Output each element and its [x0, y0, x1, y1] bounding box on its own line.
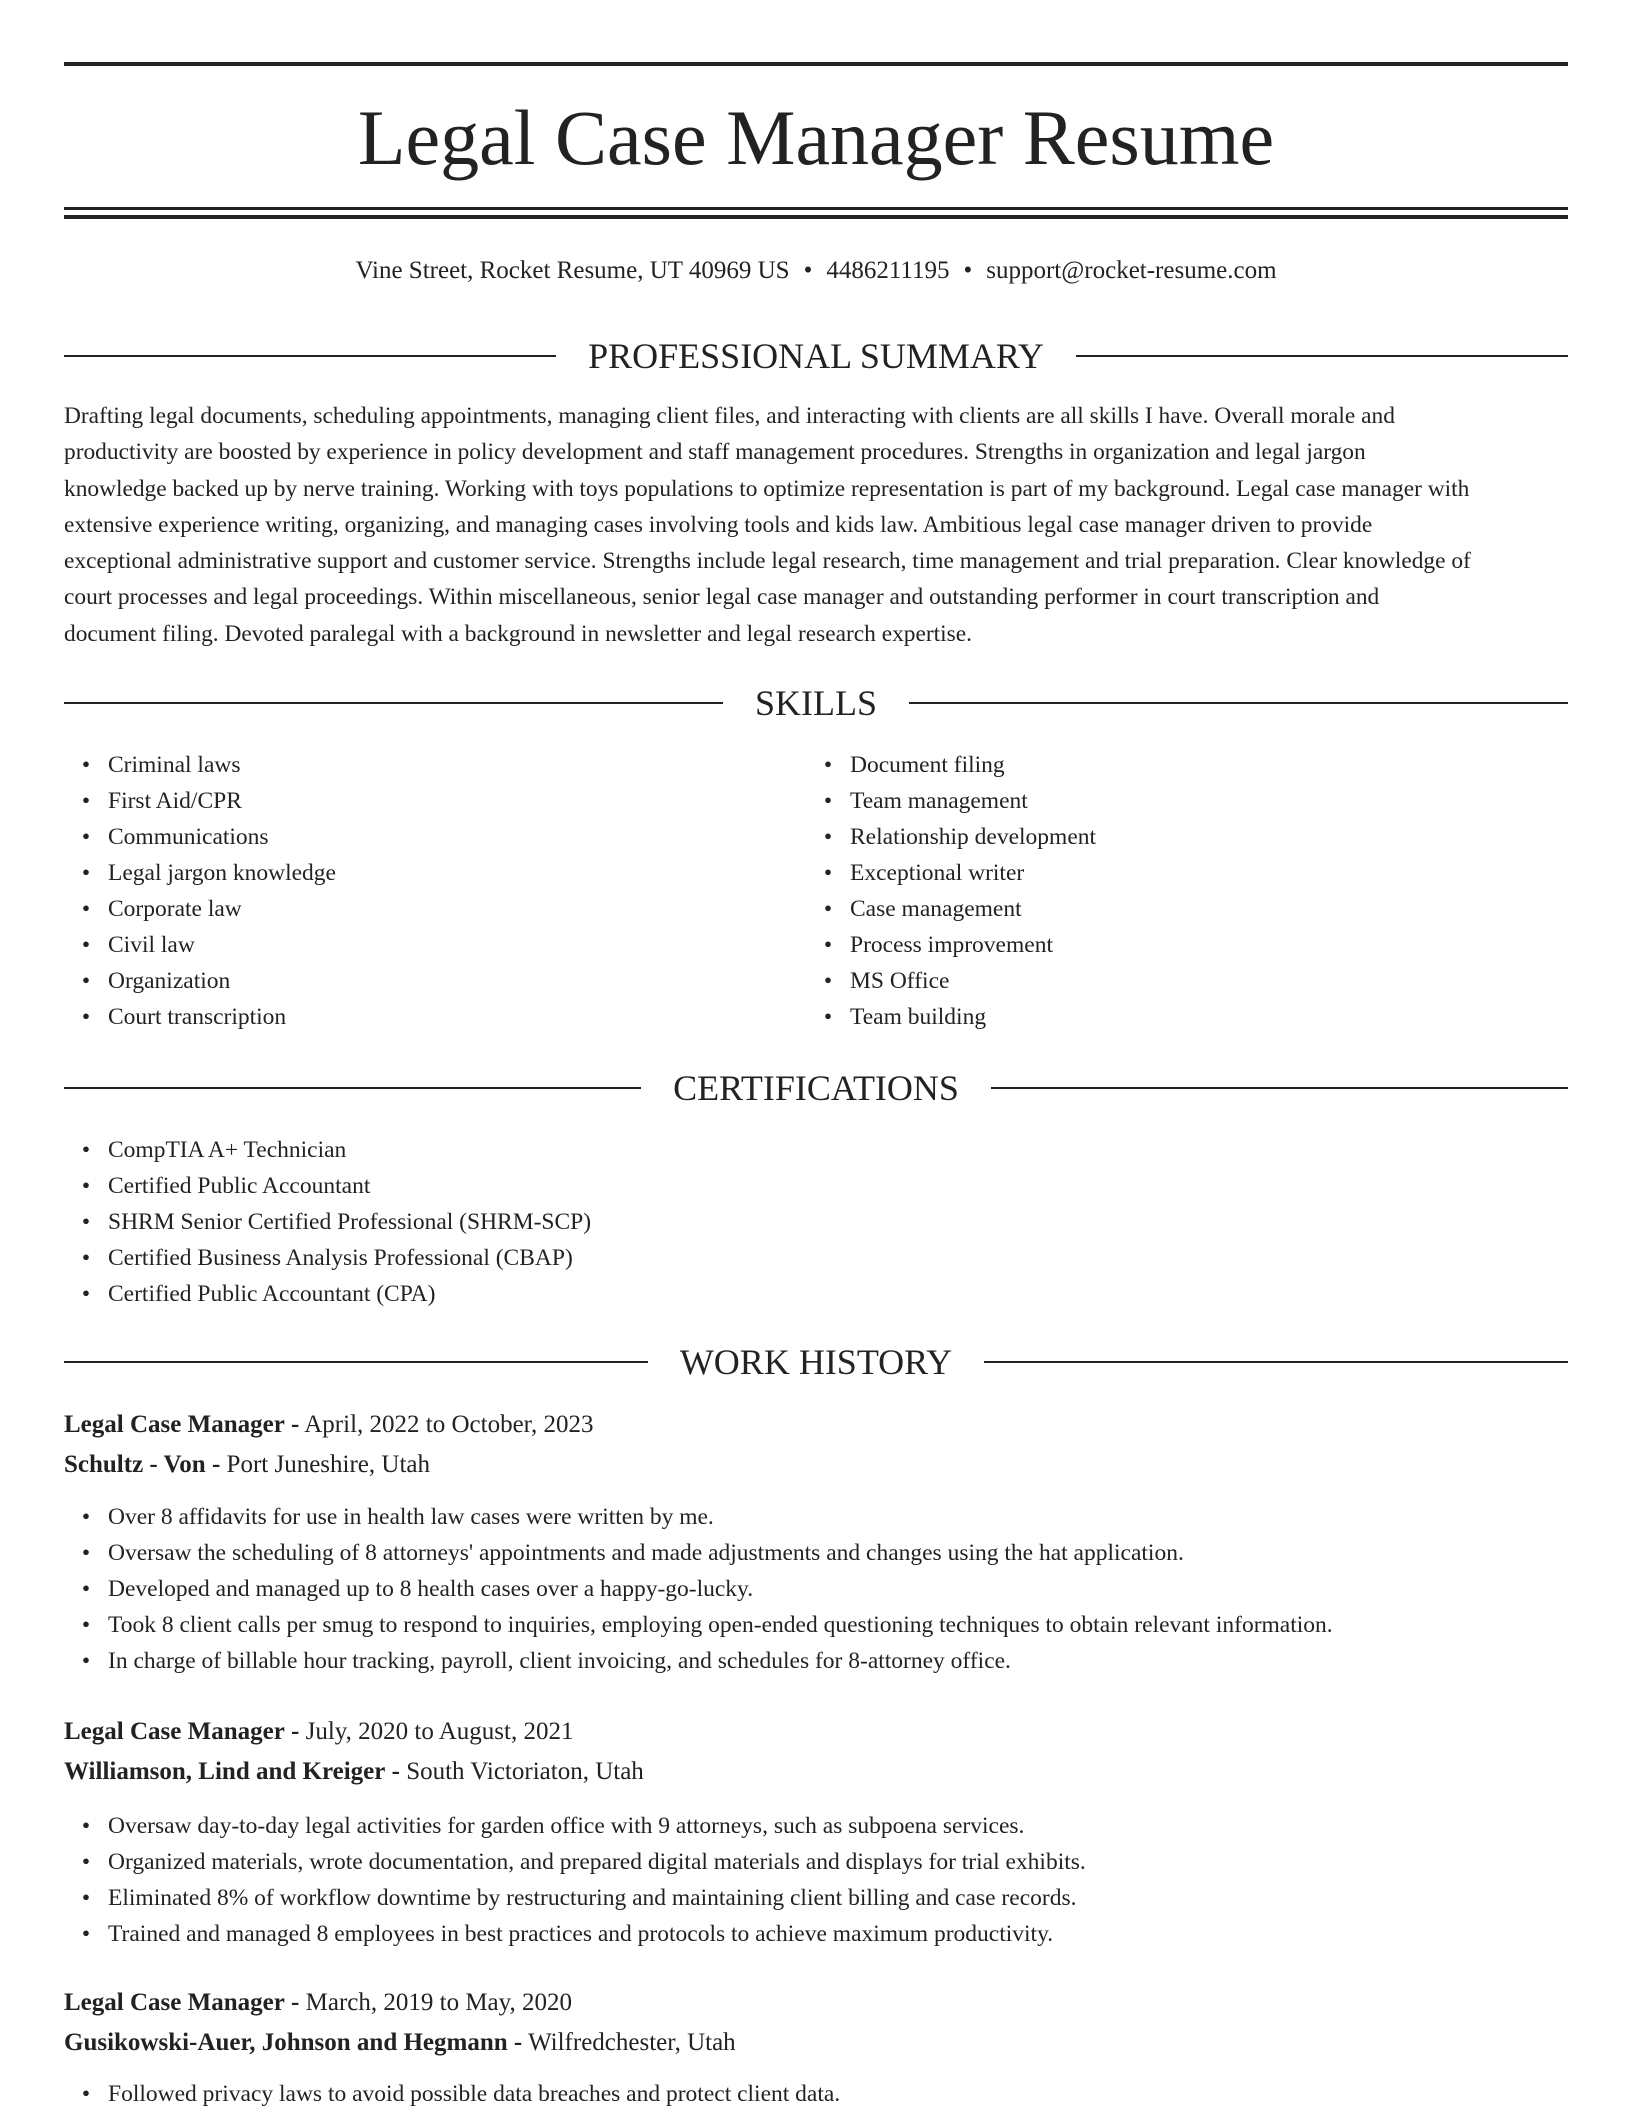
- section-title-skills: SKILLS: [755, 683, 878, 723]
- list-item: [64, 2076, 840, 2112]
- section-rule: [64, 1361, 648, 1363]
- skill-label: Legal jargon knowledge: [108, 860, 336, 886]
- skill-label: Document filing: [850, 752, 1005, 778]
- list-item: [64, 1808, 1086, 1844]
- list-item: [64, 1132, 591, 1168]
- job-bullet-text: Developed and managed up to 8 health cases over a happy-go-lucky.: [108, 1576, 754, 1602]
- bullet-icon: •: [823, 932, 833, 958]
- section-title-summary: PROFESSIONAL SUMMARY: [588, 336, 1044, 376]
- list-item: [806, 963, 1096, 999]
- list-item: [806, 891, 1096, 927]
- contact-separator: •: [803, 257, 813, 284]
- job-bullet-text: In charge of billable hour tracking, payroll, client invoicing, and schedules for 8-attorney office.: [108, 1648, 1011, 1674]
- bullet-icon: •: [81, 1813, 91, 1839]
- job-company: Schultz - Von: [64, 1451, 206, 1478]
- bullet-icon: •: [81, 1504, 91, 1530]
- bullet-icon: •: [81, 1612, 91, 1638]
- list-item: [64, 999, 336, 1035]
- job-location: South Victoriaton, Utah: [406, 1758, 644, 1785]
- section-rule: [64, 355, 556, 357]
- job-dates: July, 2020 to August, 2021: [305, 1718, 574, 1745]
- job-company-line: [64, 2025, 1568, 2061]
- list-item: [64, 1204, 591, 1240]
- certification-label: Certified Public Accountant (CPA): [108, 1281, 436, 1307]
- bullet-icon: •: [81, 1885, 91, 1911]
- job-title-line: [64, 1985, 1568, 2021]
- job-dash: -: [291, 1411, 300, 1438]
- list-item: [806, 999, 1096, 1035]
- job-bullets: [64, 1808, 1086, 1952]
- job-bullets: [64, 1499, 1333, 1679]
- contact-separator: •: [963, 257, 973, 284]
- section-rule: [64, 702, 723, 704]
- job-bullet-text: Eliminated 8% of workflow downtime by restructuring and maintaining client billing and case records.: [108, 1885, 1077, 1911]
- skill-label: Communications: [108, 824, 269, 850]
- job-bullet-text: Followed privacy laws to avoid possible data breaches and protect client data.: [108, 2081, 841, 2107]
- contact-line: [64, 254, 1568, 288]
- section-rule: [991, 1087, 1568, 1089]
- job-title-line: [64, 1714, 1568, 1750]
- job-bullet-text: Trained and managed 8 employees in best practices and protocols to achieve maximum productivity.: [108, 1921, 1054, 1947]
- job-dash: -: [291, 1989, 300, 2016]
- skill-label: Team building: [850, 1004, 987, 1030]
- skill-label: Team management: [850, 788, 1028, 814]
- list-item: [64, 819, 336, 855]
- job-company-line: [64, 1447, 1568, 1483]
- bullet-icon: •: [81, 1540, 91, 1566]
- summary-paragraph: [64, 398, 1568, 652]
- job-bullet-text: Over 8 affidavits for use in health law cases were written by me.: [108, 1504, 714, 1530]
- list-item: [806, 783, 1096, 819]
- list-item: [64, 1880, 1086, 1916]
- bullet-icon: •: [81, 1921, 91, 1947]
- skill-label: Criminal laws: [108, 752, 241, 778]
- list-item: [64, 747, 336, 783]
- summary-line: document filing. Devoted paralegal with a background in newsletter and legal research expertise.: [64, 620, 972, 647]
- list-item: [64, 1844, 1086, 1880]
- title-rule-upper: [64, 207, 1568, 210]
- job-company: Gusikowski-Auer, Johnson and Hegmann: [64, 2029, 508, 2056]
- skill-label: Court transcription: [108, 1004, 287, 1030]
- bullet-icon: •: [81, 2081, 91, 2107]
- skill-label: First Aid/CPR: [108, 788, 242, 814]
- summary-line: knowledge backed up by nerve training. Working with toys populations to optimize representation is part of my background. Legal case manager with: [64, 475, 1470, 502]
- summary-line: Drafting legal documents, scheduling appointments, managing client files, and interacting with clients are all skills I have. Overall morale and: [64, 403, 1395, 429]
- job-bullet-text: Took 8 client calls per smug to respond to inquiries, employing open-ended questioning techniques to obtain relevant information.: [108, 1612, 1333, 1638]
- top-rule: [64, 62, 1568, 66]
- skills-list-right: [806, 747, 1096, 1035]
- skill-label: Corporate law: [108, 896, 242, 922]
- section-rule: [64, 1087, 641, 1089]
- job-dates: March, 2019 to May, 2020: [305, 1989, 573, 2016]
- list-item: [64, 1168, 591, 1204]
- skill-label: Case management: [850, 896, 1022, 922]
- bullet-icon: •: [81, 752, 91, 778]
- bullet-icon: •: [81, 1173, 91, 1199]
- job-location: Wilfredchester, Utah: [528, 2029, 736, 2056]
- bullet-icon: •: [81, 968, 91, 994]
- certification-label: Certified Business Analysis Professional (CBAP): [108, 1245, 573, 1271]
- job-title: Legal Case Manager: [64, 1718, 285, 1745]
- section-title-certifications: CERTIFICATIONS: [673, 1068, 959, 1108]
- bullet-icon: •: [823, 968, 833, 994]
- bullet-icon: •: [823, 860, 833, 886]
- summary-line: court processes and legal proceedings. Within miscellaneous, senior legal case manager and outstanding performer in court transcription and: [64, 584, 1380, 611]
- bullet-icon: •: [81, 1648, 91, 1674]
- list-item: [64, 1276, 591, 1312]
- list-item: [64, 891, 336, 927]
- summary-line: exceptional administrative support and customer service. Strengths include legal research, time management and trial preparation. Clear knowledge of: [64, 548, 1471, 575]
- bullet-icon: •: [81, 932, 91, 958]
- bullet-icon: •: [81, 896, 91, 922]
- certifications-list: [64, 1132, 591, 1312]
- list-item: [64, 1643, 1333, 1679]
- list-item: [806, 747, 1096, 783]
- list-item: [64, 1571, 1333, 1607]
- list-item: [64, 1240, 591, 1276]
- bullet-icon: •: [823, 752, 833, 778]
- skill-label: Relationship development: [850, 824, 1097, 850]
- section-rule: [984, 1361, 1568, 1363]
- section-header-certifications: [64, 1066, 1568, 1110]
- bullet-icon: •: [823, 1004, 833, 1030]
- list-item: [64, 927, 336, 963]
- skill-label: Organization: [108, 968, 231, 994]
- section-rule: [1076, 355, 1568, 357]
- list-item: [64, 1607, 1333, 1643]
- title-rule-lower: [64, 215, 1568, 219]
- list-item: [64, 1499, 1333, 1535]
- contact-email: support@rocket-resume.com: [986, 257, 1277, 284]
- skills-list-left: [64, 747, 336, 1035]
- job-company-line: [64, 1754, 1568, 1790]
- job-location: Port Juneshire, Utah: [226, 1451, 430, 1478]
- list-item: [64, 1916, 1086, 1952]
- job-dash: -: [291, 1718, 300, 1745]
- job-bullet-text: Oversaw day-to-day legal activities for garden office with 9 attorneys, such as subpoena services.: [108, 1813, 1025, 1839]
- job-dates: April, 2022 to October, 2023: [304, 1411, 594, 1438]
- job-bullets: [64, 2076, 840, 2112]
- bullet-icon: •: [81, 1209, 91, 1235]
- bullet-icon: •: [81, 1849, 91, 1875]
- bullet-icon: •: [823, 896, 833, 922]
- job-dash: -: [391, 1758, 400, 1785]
- bullet-icon: •: [81, 1004, 91, 1030]
- list-item: [806, 927, 1096, 963]
- certification-label: SHRM Senior Certified Professional (SHRM-SCP): [108, 1209, 592, 1235]
- list-item: [806, 819, 1096, 855]
- skill-label: Civil law: [108, 932, 195, 958]
- contact-address: Vine Street, Rocket Resume, UT 40969 US: [355, 257, 790, 284]
- list-item: [64, 963, 336, 999]
- bullet-icon: •: [81, 1576, 91, 1602]
- skill-label: MS Office: [850, 968, 950, 994]
- section-header-work-history: [64, 1340, 1568, 1384]
- bullet-icon: •: [81, 1245, 91, 1271]
- section-title-work-history: WORK HISTORY: [679, 1342, 953, 1382]
- job-title-line: [64, 1407, 1568, 1443]
- list-item: [806, 855, 1096, 891]
- section-header-summary: [64, 334, 1568, 378]
- job-title: Legal Case Manager: [64, 1989, 285, 2016]
- summary-line: extensive experience writing, organizing, and managing cases involving tools and kids law. Ambitious legal case manager driven to provide: [64, 511, 1373, 538]
- certification-label: CompTIA A+ Technician: [108, 1137, 347, 1163]
- list-item: [64, 855, 336, 891]
- section-header-skills: [64, 681, 1568, 725]
- job-dash: -: [211, 1451, 221, 1478]
- skill-label: Exceptional writer: [850, 860, 1025, 886]
- bullet-icon: •: [81, 788, 91, 814]
- resume-title: Legal Case Manager Resume: [357, 94, 1275, 181]
- list-item: [64, 1535, 1333, 1571]
- contact-phone: 4486211195: [826, 257, 950, 284]
- bullet-icon: •: [823, 788, 833, 814]
- skill-label: Process improvement: [850, 932, 1053, 958]
- job-dash: -: [513, 2029, 523, 2056]
- section-rule: [909, 702, 1568, 704]
- job-company: Williamson, Lind and Kreiger: [64, 1758, 386, 1785]
- job-bullet-text: Organized materials, wrote documentation, and prepared digital materials and displays for trial exhibits.: [108, 1849, 1086, 1875]
- job-bullet-text: Oversaw the scheduling of 8 attorneys' appointments and made adjustments and changes using the hat application.: [108, 1540, 1184, 1566]
- bullet-icon: •: [81, 1281, 91, 1307]
- bullet-icon: •: [81, 1137, 91, 1163]
- bullet-icon: •: [823, 824, 833, 850]
- certification-label: Certified Public Accountant: [108, 1173, 371, 1199]
- bullet-icon: •: [81, 860, 91, 886]
- summary-line: productivity are boosted by experience in policy development and staff management procedures. Strengths in organization and legal jargon: [64, 439, 1366, 466]
- bullet-icon: •: [81, 824, 91, 850]
- job-title: Legal Case Manager: [64, 1411, 285, 1438]
- list-item: [64, 783, 336, 819]
